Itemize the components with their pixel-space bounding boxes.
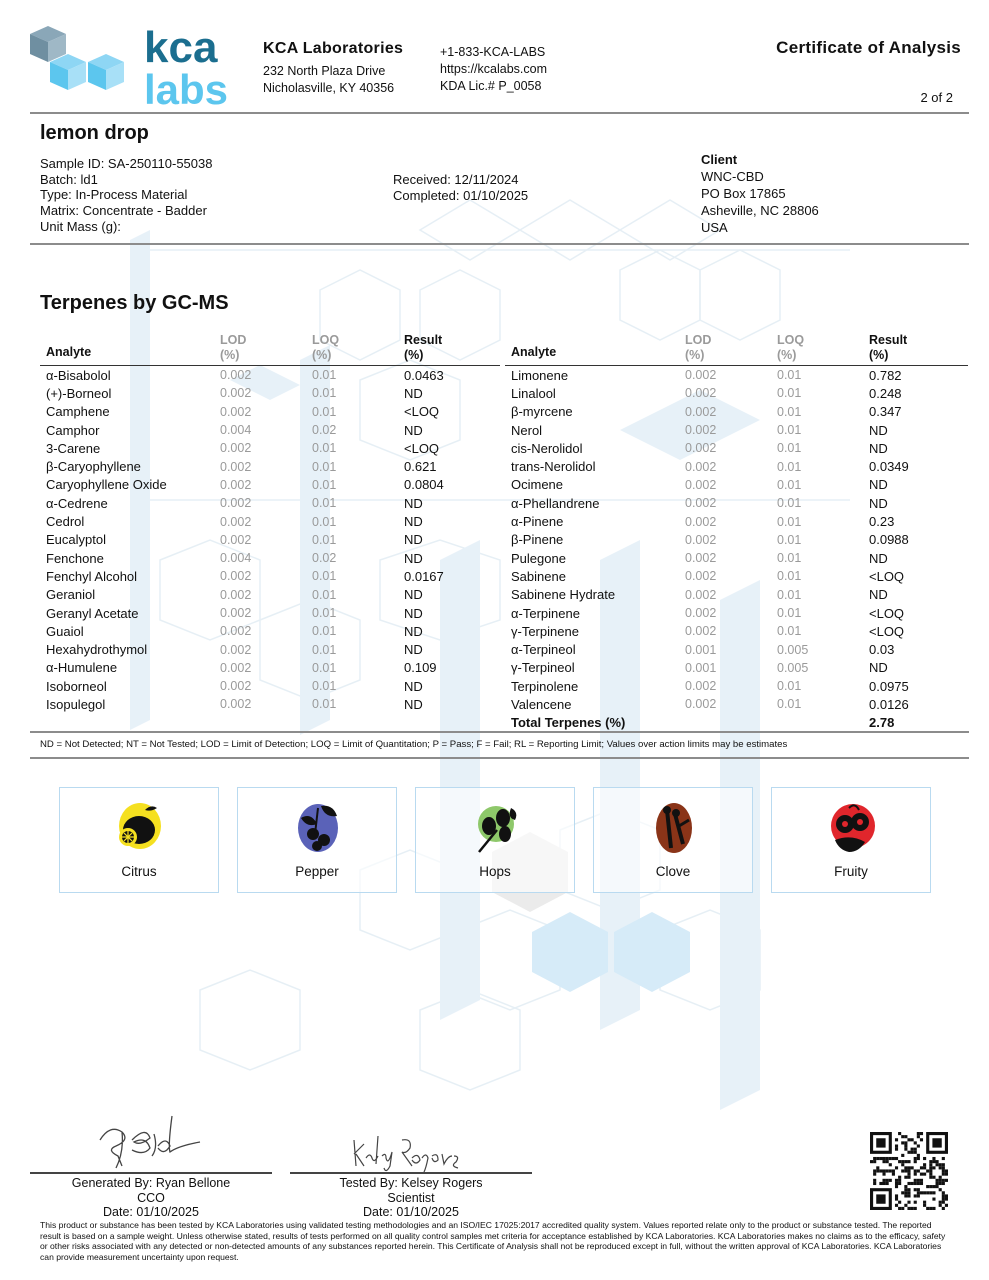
table-row xyxy=(505,421,968,439)
lemon-icon xyxy=(115,800,165,856)
loq-cell: 0.01 xyxy=(312,514,337,529)
clove-icon xyxy=(649,800,699,856)
header-loq-label: LOQ xyxy=(777,333,805,347)
table-row xyxy=(505,604,968,622)
result-cell: ND xyxy=(404,422,423,438)
loq-cell: 0.01 xyxy=(777,532,802,547)
total-result: 2.78 xyxy=(869,715,895,731)
result-cell: 0.347 xyxy=(869,404,902,420)
result-cell: 0.621 xyxy=(404,459,437,475)
lod-cell: 0.002 xyxy=(220,368,252,383)
result-cell: 0.0126 xyxy=(869,696,909,712)
tested-date: Date: 01/10/2025 xyxy=(363,1205,459,1219)
disclaimer: This product or substance has been tested by KCA Laboratories using validated testing methodologies and an ISO/IEC 17025:2017 accredited quality system. Values reported relate only to the product or substance tested. The reported result is based on a sample weight. Unless otherwise stated, results of tests performed on all quality control samples met criteria for acceptance established by KCA Laboratories. KCA Laboratories makes no claims as to the efficacy, safety or other risks associated with any detected or non-detected amounts of any substances reported herein. This Certificate of Analysis shall not be reproduced except in full, without the written approval of KCA Laboratories. KCA Laboratories can provide measurement uncertainty upon request. xyxy=(40,1220,946,1262)
header-unit: (%) xyxy=(220,348,240,362)
loq-cell: 0.01 xyxy=(777,697,802,712)
terpene-table-right xyxy=(505,332,968,732)
analyte-cell: Eucalyptol xyxy=(46,532,106,548)
analyte-cell: Limonene xyxy=(511,367,569,383)
table-row xyxy=(40,659,500,677)
result-cell: ND xyxy=(404,642,423,658)
loq-cell: 0.01 xyxy=(312,587,337,602)
result-cell: ND xyxy=(869,660,888,676)
aroma-label: Hops xyxy=(479,864,511,879)
loq-cell: 0.01 xyxy=(312,569,337,584)
section-title: Terpenes by GC-MS xyxy=(40,292,229,314)
result-cell: ND xyxy=(869,587,888,603)
lod-cell: 0.002 xyxy=(685,514,717,529)
fruit-icon xyxy=(827,800,877,856)
client-line: PO Box 17865 xyxy=(701,186,786,201)
analyte-cell: α-Cedrene xyxy=(46,495,108,511)
loq-cell: 0.01 xyxy=(777,551,802,566)
table-row xyxy=(505,439,968,457)
aroma-label: Fruity xyxy=(834,864,868,879)
loq-cell: 0.01 xyxy=(312,532,337,547)
lod-cell: 0.002 xyxy=(220,569,252,584)
lod-cell: 0.002 xyxy=(685,368,717,383)
table-row xyxy=(40,366,500,384)
lod-cell: 0.002 xyxy=(220,477,252,492)
page-number: 2 of 2 xyxy=(920,90,953,105)
table-row xyxy=(40,586,500,604)
loq-cell: 0.01 xyxy=(312,697,337,712)
table-row xyxy=(40,677,500,695)
logo-text-labs: labs xyxy=(144,66,229,110)
analyte-cell: α-Humulene xyxy=(46,660,118,676)
result-cell: 0.109 xyxy=(404,660,437,676)
lab-info xyxy=(263,40,403,97)
lod-cell: 0.002 xyxy=(220,606,252,620)
client-title: Client xyxy=(701,152,738,167)
generated-role: CCO xyxy=(137,1190,165,1205)
analyte-cell: β-Caryophyllene xyxy=(46,459,141,475)
table-body xyxy=(505,366,968,714)
received-date: Received: 12/11/2024 xyxy=(393,172,519,187)
header-lod xyxy=(220,333,312,363)
loq-cell: 0.01 xyxy=(312,660,337,675)
analyte-cell: Cedrol xyxy=(46,514,85,530)
footnote: ND = Not Detected; NT = Not Tested; LOD = Limit of Detection; LOQ = Limit of Quantitation; P = Pass; F = Fail; RL = Reporting Limit; Values over action limits may be estimates xyxy=(40,739,788,750)
lod-cell: 0.002 xyxy=(685,386,717,401)
loq-cell: 0.01 xyxy=(312,496,337,511)
analyte-cell: Terpinolene xyxy=(511,678,579,694)
header-unit: (%) xyxy=(312,348,332,362)
analyte-cell: Nerol xyxy=(511,422,543,438)
tested-by: Tested By: Kelsey Rogers xyxy=(339,1176,483,1190)
result-cell: ND xyxy=(404,587,423,603)
analyte-cell: Hexahydrothymol xyxy=(46,642,148,658)
result-cell: 0.0804 xyxy=(404,477,444,493)
lab-phone: +1-833-KCA-LABS xyxy=(440,45,546,59)
completed-date: Completed: 01/10/2025 xyxy=(393,187,529,203)
table-row xyxy=(505,403,968,421)
header-unit: (%) xyxy=(777,348,797,362)
table-row xyxy=(40,549,500,567)
header-loq xyxy=(312,333,404,363)
generated-date: Date: 01/10/2025 xyxy=(103,1205,199,1219)
result-cell: 0.0349 xyxy=(869,459,909,475)
lod-cell: 0.002 xyxy=(685,587,717,602)
loq-cell: 0.01 xyxy=(312,642,337,657)
loq-cell: 0.01 xyxy=(777,423,802,438)
table-row xyxy=(505,659,968,677)
lod-cell: 0.002 xyxy=(685,477,717,492)
sample-name: lemon drop xyxy=(40,122,149,144)
sample-matrix: Matrix: Concentrate - Badder xyxy=(40,203,207,219)
lod-cell: 0.002 xyxy=(685,624,717,639)
table-row xyxy=(40,622,500,640)
lod-cell: 0.002 xyxy=(220,624,252,639)
analyte-cell: Isopulegol xyxy=(46,696,106,712)
lod-cell: 0.002 xyxy=(220,386,252,401)
analyte-cell: α-Bisabolol xyxy=(46,367,111,383)
result-cell: ND xyxy=(404,678,423,694)
loq-cell: 0.01 xyxy=(777,386,802,401)
total-row xyxy=(505,714,968,732)
lod-cell: 0.002 xyxy=(220,697,252,712)
table-bottom-rule xyxy=(30,731,969,733)
lod-cell: 0.002 xyxy=(220,441,252,456)
result-cell: 0.03 xyxy=(869,642,895,658)
analyte-cell: Guaiol xyxy=(46,623,84,639)
table-row xyxy=(40,439,500,457)
lod-cell: 0.004 xyxy=(220,551,252,566)
sample-batch: Batch: ld1 xyxy=(40,171,98,187)
lab-contact xyxy=(440,44,547,95)
result-cell: <LOQ xyxy=(869,623,905,639)
analyte-cell: Camphor xyxy=(46,422,100,438)
analyte-cell: Sabinene Hydrate xyxy=(511,587,616,603)
lod-cell: 0.002 xyxy=(220,587,252,602)
table-row xyxy=(40,695,500,713)
aroma-card-hops xyxy=(415,787,575,893)
table-row xyxy=(40,421,500,439)
result-cell: ND xyxy=(404,385,423,401)
generated-by: Generated By: Ryan Bellone xyxy=(71,1176,231,1190)
loq-cell: 0.01 xyxy=(312,477,337,492)
document-title: Certificate of Analysis xyxy=(776,38,961,57)
result-cell: ND xyxy=(404,550,423,566)
client-info xyxy=(701,152,819,236)
result-cell: 0.248 xyxy=(869,385,902,401)
loq-cell: 0.01 xyxy=(777,679,802,694)
lab-website: https://kcalabs.com xyxy=(440,62,547,76)
header-result-label: Result xyxy=(869,333,908,347)
header-divider xyxy=(30,112,969,114)
result-cell: 0.0167 xyxy=(404,568,444,584)
analyte-cell: Isoborneol xyxy=(46,678,107,694)
table-row xyxy=(40,494,500,512)
lod-cell: 0.002 xyxy=(685,551,717,566)
signature-ryan-bellone xyxy=(92,1110,212,1172)
analyte-cell: Geraniol xyxy=(46,587,96,603)
loq-cell: 0.02 xyxy=(312,423,337,438)
tested-role: Scientist xyxy=(387,1190,435,1205)
analyte-cell: β-Pinene xyxy=(511,532,564,548)
analyte-cell: α-Terpineol xyxy=(511,642,576,658)
table-row xyxy=(505,549,968,567)
lod-cell: 0.002 xyxy=(685,679,717,694)
table-row xyxy=(40,476,500,494)
table-row xyxy=(505,512,968,530)
lod-cell: 0.002 xyxy=(685,404,717,419)
lod-cell: 0.002 xyxy=(685,569,717,584)
loq-cell: 0.01 xyxy=(777,459,802,474)
pepper-icon xyxy=(293,800,343,856)
lod-cell: 0.001 xyxy=(685,660,717,675)
loq-cell: 0.01 xyxy=(777,624,802,639)
loq-cell: 0.01 xyxy=(777,441,802,456)
aroma-card-fruity xyxy=(771,787,931,893)
lod-cell: 0.001 xyxy=(685,642,717,657)
table-row xyxy=(505,695,968,713)
analyte-cell: β-myrcene xyxy=(511,404,573,420)
header-analyte: Analyte xyxy=(511,345,557,359)
analyte-cell: Geranyl Acetate xyxy=(46,605,139,621)
result-cell: ND xyxy=(404,605,423,621)
table-row xyxy=(40,531,500,549)
analyte-cell: Caryophyllene Oxide xyxy=(46,477,167,493)
analyte-cell: Fenchyl Alcohol xyxy=(46,568,138,584)
header-result xyxy=(404,333,494,363)
kca-labs-logo xyxy=(26,22,241,110)
loq-cell: 0.01 xyxy=(777,404,802,419)
header-result-label: Result xyxy=(404,333,443,347)
analyte-cell: Valencene xyxy=(511,696,572,712)
table-row xyxy=(505,531,968,549)
signature-block-generated xyxy=(30,1176,272,1220)
analyte-cell: 3-Carene xyxy=(46,440,101,456)
aroma-label: Pepper xyxy=(295,864,339,879)
sample-details xyxy=(40,156,212,235)
analyte-cell: Camphene xyxy=(46,404,110,420)
table-row xyxy=(40,640,500,658)
terpene-table-left xyxy=(40,332,500,714)
result-cell: 0.0463 xyxy=(404,367,444,383)
header-lod xyxy=(685,333,777,363)
analyte-cell: trans-Nerolidol xyxy=(511,459,596,475)
result-cell: 0.0988 xyxy=(869,532,909,548)
loq-cell: 0.005 xyxy=(777,660,809,675)
result-cell: <LOQ xyxy=(404,404,440,420)
loq-cell: 0.01 xyxy=(777,514,802,529)
loq-cell: 0.01 xyxy=(312,679,337,694)
lod-cell: 0.004 xyxy=(220,423,252,438)
loq-cell: 0.01 xyxy=(312,441,337,456)
loq-cell: 0.01 xyxy=(312,459,337,474)
header-result xyxy=(869,333,959,363)
table-row xyxy=(505,494,968,512)
table-row xyxy=(40,604,500,622)
signature-kelsey-rogers xyxy=(350,1132,470,1176)
aroma-label: Clove xyxy=(655,864,691,879)
analyte-cell: α-Pinene xyxy=(511,514,564,530)
analyte-cell: α-Terpinene xyxy=(511,605,580,621)
qr-code-icon[interactable] xyxy=(870,1132,948,1210)
lod-cell: 0.002 xyxy=(685,606,717,620)
result-cell: ND xyxy=(869,495,888,511)
lab-license: KDA Lic.# P_0058 xyxy=(440,79,542,93)
result-cell: ND xyxy=(869,550,888,566)
result-cell: 0.782 xyxy=(869,367,902,383)
aroma-card-pepper xyxy=(237,787,397,893)
table-row xyxy=(505,476,968,494)
lod-cell: 0.002 xyxy=(220,404,252,419)
lab-address-line: 232 North Plaza Drive xyxy=(263,64,386,78)
client-line: USA xyxy=(701,220,728,235)
result-cell: 0.23 xyxy=(869,514,895,530)
table-row xyxy=(40,384,500,402)
aroma-card-citrus xyxy=(59,787,219,893)
loq-cell: 0.01 xyxy=(777,477,802,492)
signature-line xyxy=(290,1172,532,1174)
table-body xyxy=(40,366,500,714)
analyte-cell: γ-Terpinene xyxy=(511,623,579,639)
footnote-divider xyxy=(30,757,969,759)
loq-cell: 0.01 xyxy=(777,587,802,602)
loq-cell: 0.01 xyxy=(777,368,802,383)
result-cell: ND xyxy=(869,440,888,456)
header-unit: (%) xyxy=(404,348,424,362)
loq-cell: 0.01 xyxy=(777,606,802,620)
lod-cell: 0.002 xyxy=(220,532,252,547)
analyte-cell: (+)-Borneol xyxy=(46,385,112,401)
aroma-card-clove xyxy=(593,787,753,893)
result-cell: <LOQ xyxy=(869,605,905,621)
sample-type: Type: In-Process Material xyxy=(40,187,188,203)
loq-cell: 0.01 xyxy=(312,404,337,419)
table-header xyxy=(505,332,968,366)
result-cell: ND xyxy=(404,514,423,530)
lod-cell: 0.002 xyxy=(685,423,717,438)
header-analyte: Analyte xyxy=(46,345,92,359)
lod-cell: 0.002 xyxy=(220,679,252,694)
analyte-cell: α-Phellandrene xyxy=(511,495,600,511)
lod-cell: 0.002 xyxy=(685,532,717,547)
table-row xyxy=(40,567,500,585)
result-cell: ND xyxy=(404,623,423,639)
table-row xyxy=(505,677,968,695)
analyte-cell: γ-Terpineol xyxy=(511,660,575,676)
table-row xyxy=(505,567,968,585)
lod-cell: 0.002 xyxy=(220,660,252,675)
signature-block-tested xyxy=(290,1176,532,1220)
client-line: WNC-CBD xyxy=(701,169,764,184)
lod-cell: 0.002 xyxy=(220,459,252,474)
lod-cell: 0.002 xyxy=(685,496,717,511)
lod-cell: 0.002 xyxy=(685,441,717,456)
result-cell: ND xyxy=(869,422,888,438)
header-lod-label: LOD xyxy=(685,333,712,347)
analyte-cell: Sabinene xyxy=(511,568,566,584)
lod-cell: 0.002 xyxy=(220,514,252,529)
total-label: Total Terpenes (%) xyxy=(511,715,626,731)
result-cell: ND xyxy=(404,696,423,712)
header-unit: (%) xyxy=(685,348,705,362)
logo-text-kca: kca xyxy=(144,23,218,72)
header-loq-label: LOQ xyxy=(312,333,340,347)
lab-address-line: Nicholasville, KY 40356 xyxy=(263,81,395,95)
analyte-cell: Linalool xyxy=(511,385,556,401)
lod-cell: 0.002 xyxy=(685,459,717,474)
aroma-label: Citrus xyxy=(121,864,157,879)
analyte-cell: Ocimene xyxy=(511,477,564,493)
result-cell: <LOQ xyxy=(404,440,440,456)
analyte-cell: Pulegone xyxy=(511,550,566,566)
signature-line xyxy=(30,1172,272,1174)
result-cell: ND xyxy=(869,477,888,493)
table-row xyxy=(505,384,968,402)
loq-cell: 0.01 xyxy=(312,386,337,401)
table-row xyxy=(505,586,968,604)
result-cell: ND xyxy=(404,532,423,548)
table-row xyxy=(505,457,968,475)
loq-cell: 0.01 xyxy=(777,569,802,584)
lod-cell: 0.002 xyxy=(685,697,717,712)
result-cell: <LOQ xyxy=(869,568,905,584)
loq-cell: 0.02 xyxy=(312,551,337,566)
table-row xyxy=(40,512,500,530)
analyte-cell: Fenchone xyxy=(46,550,104,566)
loq-cell: 0.01 xyxy=(312,624,337,639)
lod-cell: 0.002 xyxy=(220,496,252,511)
analyte-cell: cis-Nerolidol xyxy=(511,440,583,456)
table-row xyxy=(505,622,968,640)
table-row xyxy=(505,640,968,658)
client-line: Asheville, NC 28806 xyxy=(701,203,819,218)
loq-cell: 0.01 xyxy=(777,496,802,511)
result-cell: 0.0975 xyxy=(869,678,909,694)
sample-divider xyxy=(30,243,969,245)
lod-cell: 0.002 xyxy=(220,642,252,657)
header-loq xyxy=(777,333,869,363)
header-unit: (%) xyxy=(869,348,889,362)
table-header xyxy=(40,332,500,366)
hops-icon xyxy=(471,800,521,856)
table-row xyxy=(40,403,500,421)
lab-name: KCA Laboratories xyxy=(263,40,404,57)
loq-cell: 0.005 xyxy=(777,642,809,657)
sample-unit-mass: Unit Mass (g): xyxy=(40,218,121,234)
sample-dates xyxy=(393,172,528,203)
header-lod-label: LOD xyxy=(220,333,247,347)
table-row xyxy=(505,366,968,384)
table-row xyxy=(40,457,500,475)
loq-cell: 0.01 xyxy=(312,368,337,383)
result-cell: ND xyxy=(404,495,423,511)
loq-cell: 0.01 xyxy=(312,606,337,620)
sample-id: Sample ID: SA-250110-55038 xyxy=(40,156,213,171)
